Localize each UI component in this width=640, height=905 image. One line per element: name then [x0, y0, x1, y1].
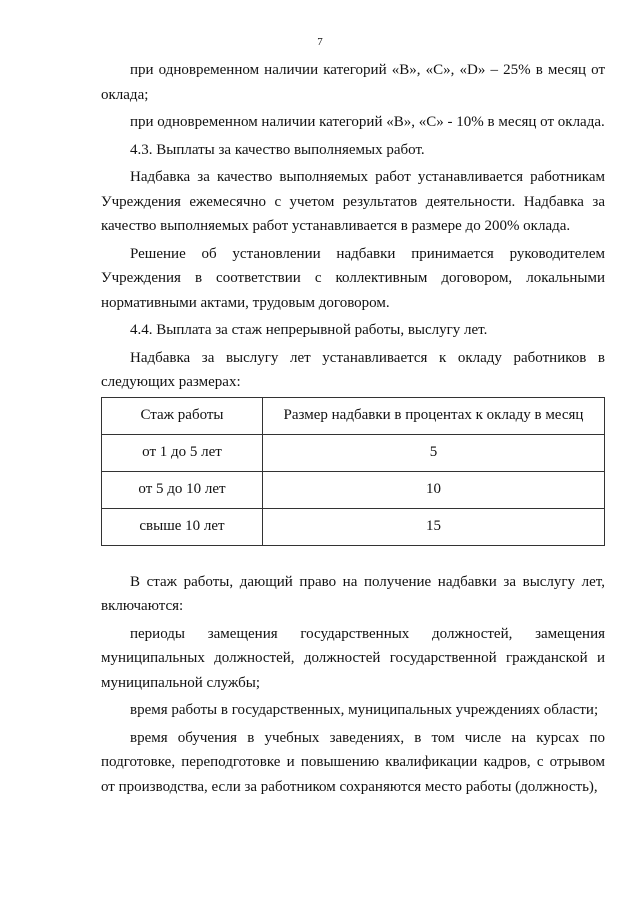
page-number: 7 [317, 36, 323, 48]
table-cell: от 5 до 10 лет [102, 471, 263, 508]
table-header-cell: Стаж работы [102, 397, 263, 434]
section-heading: 4.3. Выплаты за качество выполняемых работ. [130, 141, 425, 158]
paragraph: время работы в государственных, муниципальных учреждениях области; [130, 702, 599, 718]
table-cell: свыше 10 лет [102, 508, 263, 545]
table-header-row [102, 397, 605, 434]
table-row [102, 434, 605, 471]
table-cell: 5 [263, 434, 605, 471]
table-header-cell: Размер надбавки в процентах к окладу в месяц [263, 397, 605, 434]
paragraph: Надбавка за выслугу лет устанавливается к окладу работников в следующих размерах: [101, 349, 605, 390]
paragraph: при одновременном наличии категорий «В», «С» - 10% в месяц от оклада. [130, 114, 605, 130]
paragraph: при одновременном наличии категорий «В», «С», «D» – 25% в месяц от оклада; [101, 62, 605, 103]
section-heading: 4.4. Выплата за стаж непрерывной работы, выслугу лет. [130, 322, 488, 338]
seniority-bonus-table [101, 397, 605, 546]
table-row [102, 508, 605, 545]
table-cell: 10 [263, 471, 605, 508]
paragraph: время обучения в учебных заведениях, в том числе на курсах по подготовке, переподготовке и повышению квалификации кадров, с отрывом от производства, если за работником сохраняются место работы (должность), [101, 729, 605, 795]
paragraph: Надбавка за качество выполняемых работ устанавливается работникам Учреждения ежемесячно с учетом результатов деятельности. Надбавка за качество выполняемых работ устанавливается в размере до 200% оклада. [101, 169, 605, 234]
paragraph: Решение об установлении надбавки принимается руководителем Учреждения в соответствии с коллективным договором, локальными нормативными актами, трудовым договором. [101, 245, 605, 311]
paragraph: периоды замещения государственных должностей, замещения муниципальных должностей, должностей государственной гражданской и муниципальной службы; [101, 625, 605, 691]
table-cell: от 1 до 5 лет [102, 434, 263, 471]
paragraph: В стаж работы, дающий право на получение надбавки за выслугу лет, включаются: [101, 573, 605, 614]
document-body [101, 58, 605, 799]
table-row [102, 471, 605, 508]
table-cell: 15 [263, 508, 605, 545]
